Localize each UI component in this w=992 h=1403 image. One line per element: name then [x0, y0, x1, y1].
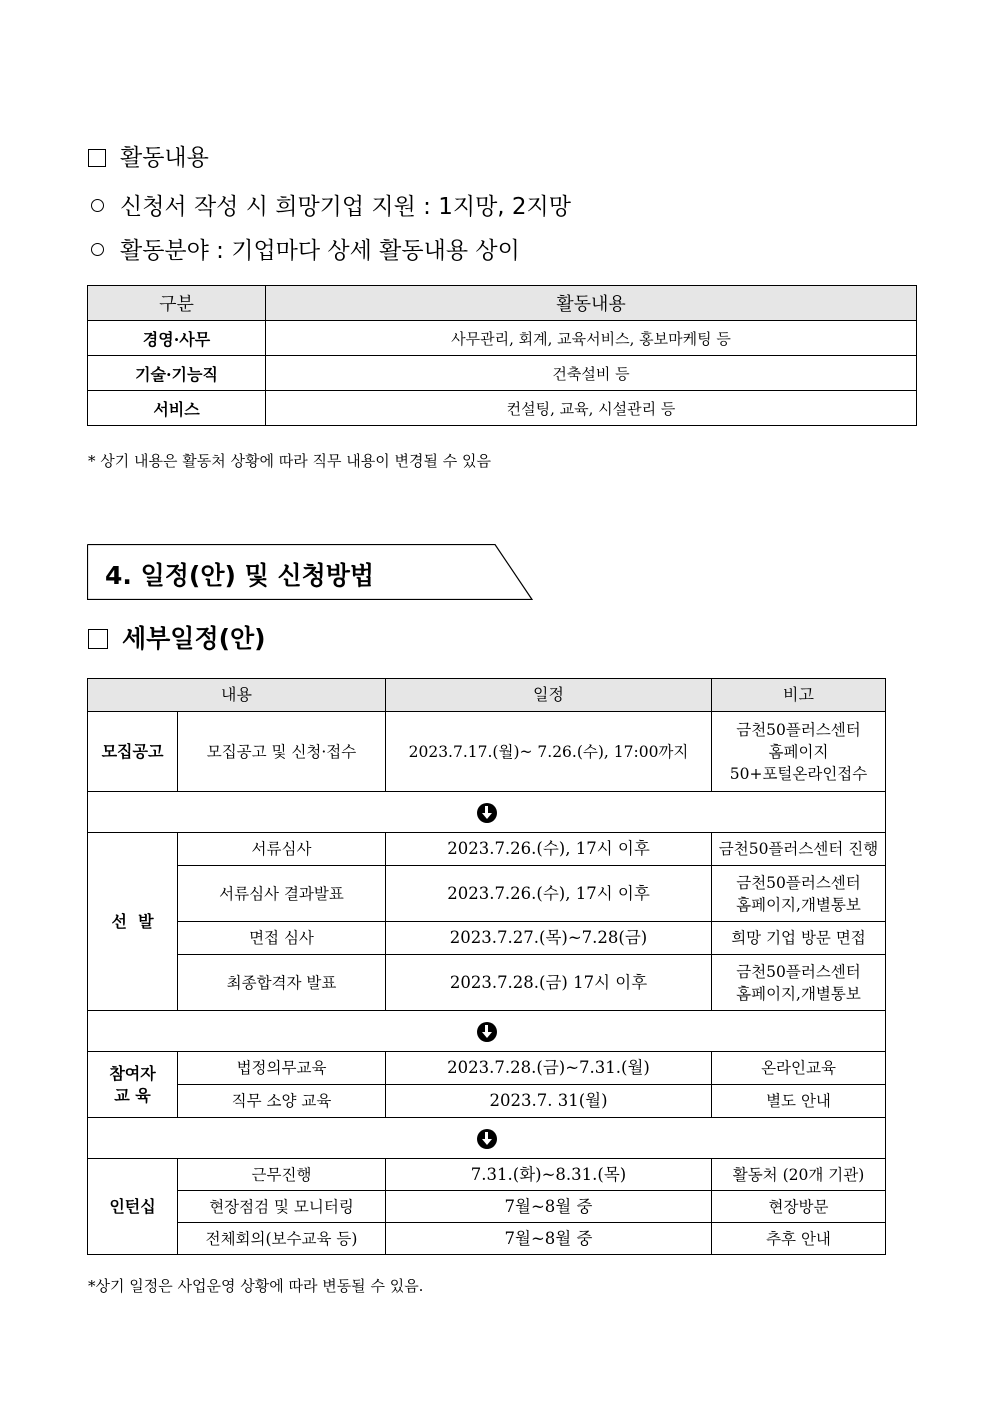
row-note: 금천50플러스센터 홈페이지,개별통보 [712, 866, 886, 922]
down-arrow-icon [477, 1022, 497, 1042]
table-row [88, 1159, 886, 1191]
row-date: 7.31.(화)~8.31.(목) [386, 1159, 712, 1191]
row-date: 2023.7.26.(수), 17시 이후 [386, 866, 712, 922]
row-note: 희망 기업 방문 면접 [712, 922, 886, 955]
section-title: 4. 일정(안) 및 신청방법 [105, 561, 375, 590]
table-row [88, 866, 886, 922]
table-row [88, 1052, 886, 1085]
table-row [88, 1191, 886, 1223]
row-note: 금천50플러스센터 진행 [712, 833, 886, 866]
header-content: 활동내용 [266, 286, 917, 321]
row-note: 별도 안내 [712, 1085, 886, 1118]
schedule-heading: 세부일정(안) [88, 624, 266, 654]
row-date: 2023.7.17.(월)~ 7.26.(수), 17:00까지 [386, 712, 712, 792]
header-category: 구분 [88, 286, 266, 321]
table-row [88, 712, 886, 792]
table-row [88, 922, 886, 955]
schedule-table [87, 678, 886, 1255]
row-item: 현장점검 및 모니터링 [178, 1191, 386, 1223]
table-row [88, 955, 886, 1011]
schedule-footnote: *상기 일정은 사업운영 상황에 따라 변동될 수 있음. [88, 1277, 424, 1295]
activity-bullet-1: 신청서 작성 시 희망기업 지원 : 1지망, 2지망 [88, 192, 571, 222]
row-note: 활동처 (20개 기관) [712, 1159, 886, 1191]
row-item: 서류심사 결과발표 [178, 866, 386, 922]
down-arrow-icon [477, 1129, 497, 1149]
checkbox-icon [88, 629, 108, 649]
table-header-row [88, 286, 917, 321]
group-selection: 선 발 [88, 833, 178, 1011]
row-content: 컨설팅, 교육, 시설관리 등 [266, 391, 917, 426]
row-date: 2023.7. 31(월) [386, 1085, 712, 1118]
header-date: 일정 [386, 679, 712, 712]
row-category: 기술·기능직 [88, 356, 266, 391]
activity-note: * 상기 내용은 활동처 상황에 따라 직무 내용이 변경될 수 있음 [88, 452, 491, 470]
row-date: 7월~8월 중 [386, 1191, 712, 1223]
header-content: 내용 [88, 679, 386, 712]
row-date: 2023.7.28.(금)~7.31.(월) [386, 1052, 712, 1085]
row-date: 2023.7.27.(목)~7.28(금) [386, 922, 712, 955]
table-row [88, 1223, 886, 1255]
arrow-row [88, 792, 886, 833]
group-education: 참여자 교 육 [88, 1052, 178, 1118]
row-item: 전체회의(보수교육 등) [178, 1223, 386, 1255]
header-note: 비고 [712, 679, 886, 712]
activity-bullet-2: 활동분야 : 기업마다 상세 활동내용 상이 [88, 236, 520, 266]
row-note: 금천50플러스센터 홈페이지,개별통보 [712, 955, 886, 1011]
row-date: 7월~8월 중 [386, 1223, 712, 1255]
table-header-row [88, 679, 886, 712]
checkbox-icon [88, 149, 106, 167]
table-row [88, 1085, 886, 1118]
row-date: 2023.7.28.(금) 17시 이후 [386, 955, 712, 1011]
row-note: 추후 안내 [712, 1223, 886, 1255]
row-item: 서류심사 [178, 833, 386, 866]
group-recruit: 모집공고 [88, 712, 178, 792]
row-content: 건축설비 등 [266, 356, 917, 391]
circle-bullet-icon [91, 243, 104, 256]
row-content: 사무관리, 회계, 교육서비스, 홍보마케팅 등 [266, 321, 917, 356]
row-note: 금천50플러스센터 홈페이지 50+포털온라인접수 [712, 712, 886, 792]
row-item: 최종합격자 발표 [178, 955, 386, 1011]
activity-heading: 활동내용 [88, 143, 209, 173]
table-row [88, 391, 917, 426]
row-note: 온라인교육 [712, 1052, 886, 1085]
down-arrow-icon [477, 803, 497, 823]
circle-bullet-icon [91, 199, 104, 212]
row-note: 현장방문 [712, 1191, 886, 1223]
table-row [88, 833, 886, 866]
row-date: 2023.7.26.(수), 17시 이후 [386, 833, 712, 866]
arrow-row [88, 1118, 886, 1159]
activity-table [87, 285, 917, 426]
row-category: 경영·사무 [88, 321, 266, 356]
row-item: 법정의무교육 [178, 1052, 386, 1085]
row-item: 면접 심사 [178, 922, 386, 955]
row-category: 서비스 [88, 391, 266, 426]
table-row [88, 356, 917, 391]
section-header [87, 544, 533, 600]
row-item: 근무진행 [178, 1159, 386, 1191]
row-item: 직무 소양 교육 [178, 1085, 386, 1118]
group-internship: 인턴십 [88, 1159, 178, 1255]
table-row [88, 321, 917, 356]
row-item: 모집공고 및 신청·접수 [178, 712, 386, 792]
arrow-row [88, 1011, 886, 1052]
